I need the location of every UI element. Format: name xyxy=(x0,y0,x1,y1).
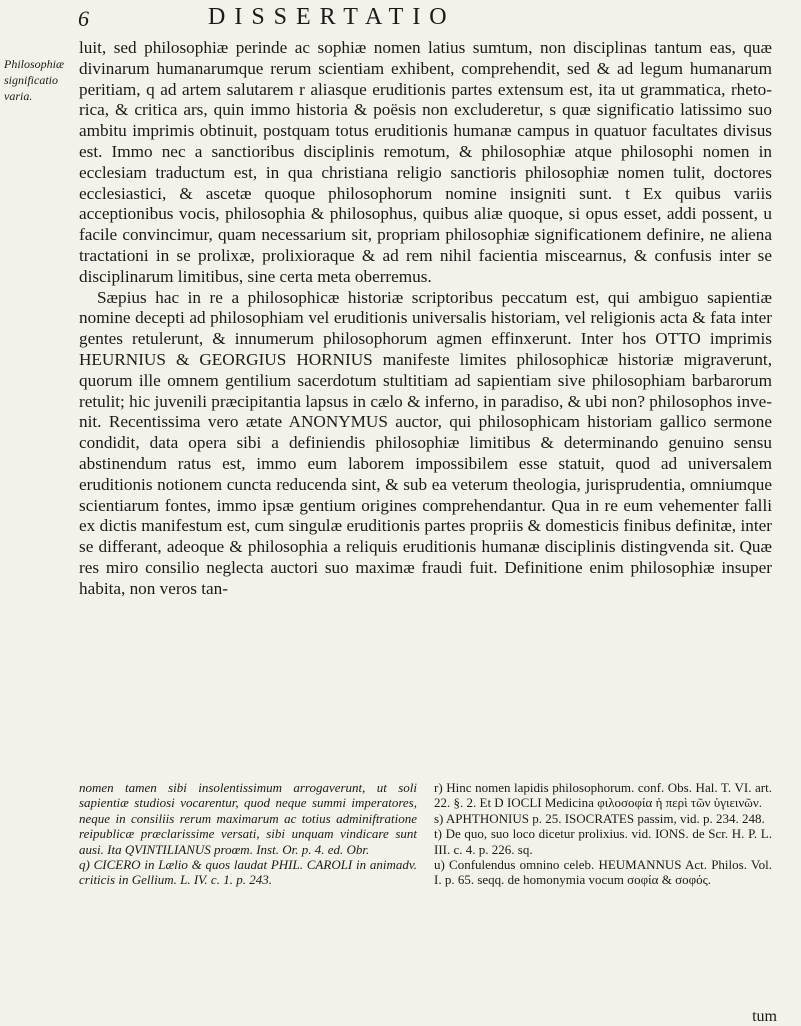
footnote: u) Confulendus omnino celeb. HEUMANNUS Act. Philos. Vol. I. p. 65. seqq. de homonymia vocum σοφία & σοφός. xyxy=(434,857,772,888)
footnotes-left-column xyxy=(79,780,417,888)
margin-note-line: Philosophiæ xyxy=(4,57,65,71)
catchword: tum xyxy=(752,1008,777,1025)
footnote: s) APHTHONIUS p. 25. ISOCRATES passim, vid. p. 234. 248. xyxy=(434,810,765,826)
paragraph: luit, sed philosophiæ perinde ac sophiæ nomen latius sumtum, non disciplinas tantum eas, quæ divinarum humanarumque rerum scientiam exhibent, comprehendit, sed & ad legum humanarum peritiam, q ad artem salutarem r aliasque eruditionis partes extensum est, ita ut grammatica, rhetorica, & critica ars, quin immo historia & poësis non excluderetur, s quæ significatio latissimo suo ambitu imprimis obtinuit, postquam totus eruditionis humanæ campus in quatuor facultates divisus est. Immo nec a sanctioribus disciplinis remotum, & philosophiæ atque philosophi nomen in ecclesiam traductum est, in qua christiana religio sanctioris philosophiæ nomen tulit, doctores ecclesiastici, & ascetæ quoque philosophorum nomine insigniti sunt. t Ex quibus variis acceptionibus vocis, philosophia & philosophus, quibus aliæ quoque, si opus esset, addi possent, u facile convincimur, quam necessarium sit, propriam philosophiæ significationem definire, ne aliena tractationi in se prolixæ, prolixioraque & ad rem nihil facientia miscearnus, & confusis inter se disciplinarum limitibus, sine certa meta oberremus. xyxy=(79,38,772,286)
footnote: nomen tamen sibi insolentissimum arrogaverunt, ut soli sapientiæ studiosi vocarentur, quod neque summi imperatores, neque in consiliis rerum maximarum ac totius adminiftratione reipublicæ præclarissime versati, sibi unquam vindicare sunt ausi. Ita QVINTILIANUS proœm. Inst. Or. p. 4. ed. Obr. xyxy=(79,780,417,857)
footnote: q) CICERO in Lælio & quos laudat PHIL. CAROLI in animadv. criticis in Gellium. L. IV. c. 1. p. 243. xyxy=(79,857,417,888)
page-number: 6 xyxy=(78,6,89,31)
margin-note-line: significatio xyxy=(4,73,58,87)
main-text xyxy=(79,38,772,600)
footnotes xyxy=(79,780,772,888)
running-title: DISSERTATIO xyxy=(208,4,456,30)
margin-note-line: varia. xyxy=(4,89,33,103)
footnote: t) De quo, suo loco dicetur prolixius. vid. IONS. de Scr. H. P. L. III. c. 4. p. 226. sq. xyxy=(434,826,772,857)
footnote: r) Hinc nomen lapidis philosophorum. conf. Obs. Hal. T. VI. art. 22. §. 2. Et D IOCLI Medicina φιλοσοφία ἡ περὶ τῶν ὑγιεινῶν. xyxy=(434,780,772,811)
footnotes-right-column xyxy=(434,780,772,888)
paragraph: Sæpius hac in re a philosophicæ historiæ scriptoribus peccatum est, qui ambiguo sapientiæ nomine decepti ad philosophiam vel eruditionis universalis historiam, vel religionis acta & fata inter gentes retulerunt, & innumerum philosophorum agmen effinxerunt. Inter hos OTTO imprimis HEURNIUS & GEORGIUS HORNIUS manifeste limites philosophicæ historiæ migraverunt, quorum ille omnem gentilium sacerdotum stultitiam ad sapientiam sive philosophiam barbarorum retulit; hic juvenili præcipitantia lapsus in cælo & inferno, in paradiso, & ubi non? philosophos invenit. Recentissima vero ætate ANONYMUS auctor, qui philosophicam historiam gallico sermone condidit, data opera sibi a definiendis philosophiæ limitibus & determinando genuino sensu abstinendum ratus est, immo eum laborem impossibilem esse statuit, quod ad universalem eruditionis notionem cuncta reducenda sint, & sub ea veterum theologia, jurisprudentia, omniumque scientiarum fontes, immo ipsæ gentium origines comprehendantur. Qua in re eum vehementer falli ex dictis manifestum est, cum singulæ eruditionis partes propriis & domesticis finibus definitæ, inter se differant, adeoque & philosophia a reliquis eruditionis humanæ disciplinis distingvenda sit. Quæ res miro consilio neglecta auctori suo maximæ fraudi fuit. Definitione enim philosophiæ insuper habita, non veros tan- xyxy=(79,287,772,598)
margin-note xyxy=(4,56,68,104)
